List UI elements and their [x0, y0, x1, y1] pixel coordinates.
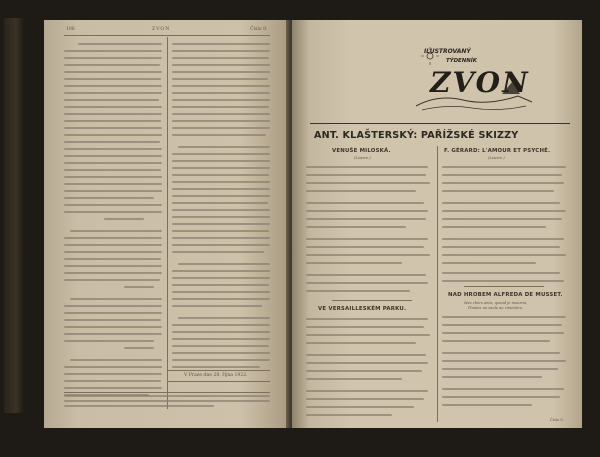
left-running-head-issue: Číslo 9.	[250, 27, 268, 32]
musset-epigraph-2: Plantez un saule au cimetière.	[468, 306, 524, 310]
right-column-divider	[437, 146, 438, 422]
issue-date-line: V Praze dne 28. října 1922.	[184, 373, 248, 378]
left-col-a-text	[64, 40, 162, 405]
date-rule-top	[168, 370, 270, 371]
versailles-poem-text	[306, 316, 434, 422]
masthead-top-line: ILUSTROVANÝ	[424, 48, 471, 55]
article-title: ANT. KLAŠTERSKÝ: PAŘÍŽSKÉ SKIZZY	[314, 130, 519, 141]
versailles-title: VE VERSAILLESKÉM PARKU.	[318, 306, 407, 312]
masthead-middle-line: TÝDENNÍK	[446, 58, 477, 64]
left-footer-rule	[64, 392, 270, 393]
left-header-rule	[64, 35, 270, 36]
right-page	[292, 20, 582, 428]
left-page	[44, 20, 290, 428]
musset-epigraph-1: Mes chers amis, quand je mourrai,	[464, 301, 528, 305]
date-rule-bottom	[168, 381, 270, 382]
left-page-number: 106	[66, 27, 75, 32]
venus-subtitle: (Louvre.)	[354, 156, 371, 160]
left-column-divider	[167, 37, 168, 409]
gerard-title: F. GÉRARD: L'AMOUR ET PSYCHÉ.	[444, 148, 551, 154]
left-running-head: ZVON	[152, 27, 171, 32]
musset-poem-text	[442, 314, 570, 414]
gerard-subtitle: (Louvre.)	[488, 156, 505, 160]
section-rule	[332, 300, 412, 301]
musset-title: NAD HROBEM ALFREDA DE MUSSET.	[448, 292, 563, 298]
title-rule	[310, 123, 570, 124]
venus-poem-text	[306, 164, 434, 296]
left-col-b-text	[172, 40, 270, 405]
right-page-number: Číslo 9.	[550, 418, 564, 422]
left-footer-imprint	[64, 395, 270, 411]
masthead-title: ZVON	[430, 66, 530, 99]
venus-title: VENUŠE MILOSKÁ.	[332, 148, 391, 154]
book-spine	[4, 18, 24, 413]
section-rule-right	[464, 286, 544, 287]
psyche-poem-text	[442, 164, 570, 284]
zvon-masthead	[408, 36, 538, 121]
